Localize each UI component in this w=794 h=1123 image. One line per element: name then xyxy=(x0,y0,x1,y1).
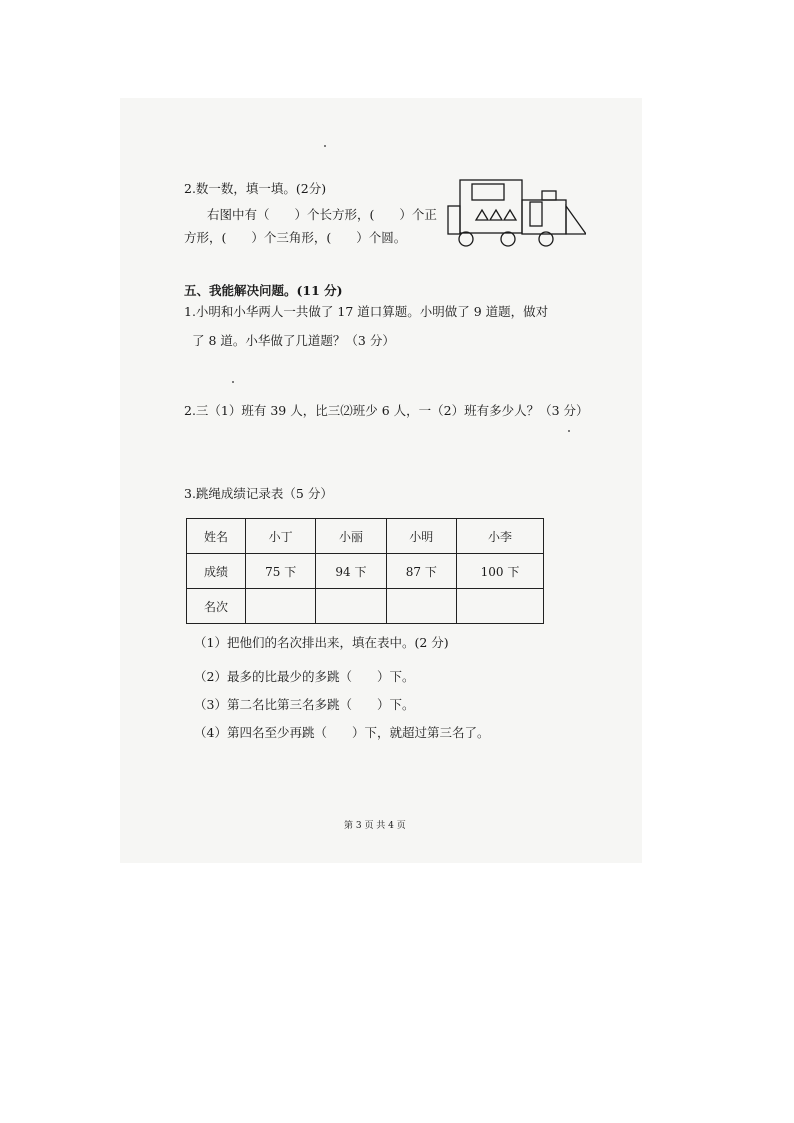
table-cell xyxy=(316,589,386,624)
table-cell: 小明 xyxy=(386,519,456,554)
scan-speck xyxy=(232,381,234,383)
table-cell xyxy=(456,589,543,624)
table-cell: 小丁 xyxy=(246,519,316,554)
page-footer: 第 3 页 共 4 页 xyxy=(344,821,406,831)
table-cell xyxy=(386,589,456,624)
jump-rope-table xyxy=(186,518,544,624)
problem1-line2: 了 8 道。小华做了几道题？（3 分） xyxy=(192,333,395,348)
table-cell xyxy=(246,589,316,624)
q2-title: 2.数一数，填一填。(2分) xyxy=(184,181,327,196)
train-cab xyxy=(460,180,522,233)
body-window xyxy=(530,202,542,226)
scan-speck xyxy=(568,430,570,432)
subquestion-1: （1）把他们的名次排出来，填在表中。(2 分) xyxy=(194,635,449,650)
subquestion-4: （4）第四名至少再跳（ ）下，就超过第三名了。 xyxy=(194,725,490,740)
chimney xyxy=(542,191,556,200)
table-cell: 名次 xyxy=(187,589,246,624)
table-cell: 87 下 xyxy=(386,554,456,589)
table-row xyxy=(187,519,544,554)
q2-line1: 右图中有（ ）个长方形，( ）个正 xyxy=(207,207,437,222)
problem2: 2.三（1）班有 39 人，比三⑵班少 6 人，一（2）班有多少人？（3 分） xyxy=(184,403,589,418)
triangle-1 xyxy=(476,210,488,220)
subquestion-3: （3）第二名比第三名多跳（ ）下。 xyxy=(194,697,415,712)
problem3-title: 3.跳绳成绩记录表（5 分） xyxy=(184,486,333,501)
table-cell: 成绩 xyxy=(187,554,246,589)
table-cell: 姓名 xyxy=(187,519,246,554)
train-body xyxy=(522,200,566,234)
table-cell: 94 下 xyxy=(316,554,386,589)
table-cell: 100 下 xyxy=(456,554,543,589)
triangle-3 xyxy=(504,210,516,220)
scan-speck xyxy=(324,145,326,147)
problem1-line1: 1.小明和小华两人一共做了 17 道口算题。小明做了 9 道题，做对 xyxy=(184,304,549,319)
train-figure xyxy=(444,176,586,248)
wheel-2 xyxy=(501,232,515,246)
table-row xyxy=(187,554,544,589)
q2-line2: 方形，( ）个三角形，( ）个圆。 xyxy=(184,230,407,245)
section5-title: 五、我能解决问题。(11 分) xyxy=(184,283,343,298)
wheel-1 xyxy=(459,232,473,246)
train-front-left-block xyxy=(448,206,460,234)
table-row xyxy=(187,589,544,624)
table-cell: 小丽 xyxy=(316,519,386,554)
table-cell: 小李 xyxy=(456,519,543,554)
subquestion-2: （2）最多的比最少的多跳（ ）下。 xyxy=(194,669,415,684)
triangle-2 xyxy=(490,210,502,220)
cow-catcher xyxy=(566,206,586,234)
cab-window xyxy=(472,184,504,200)
table-cell: 75 下 xyxy=(246,554,316,589)
